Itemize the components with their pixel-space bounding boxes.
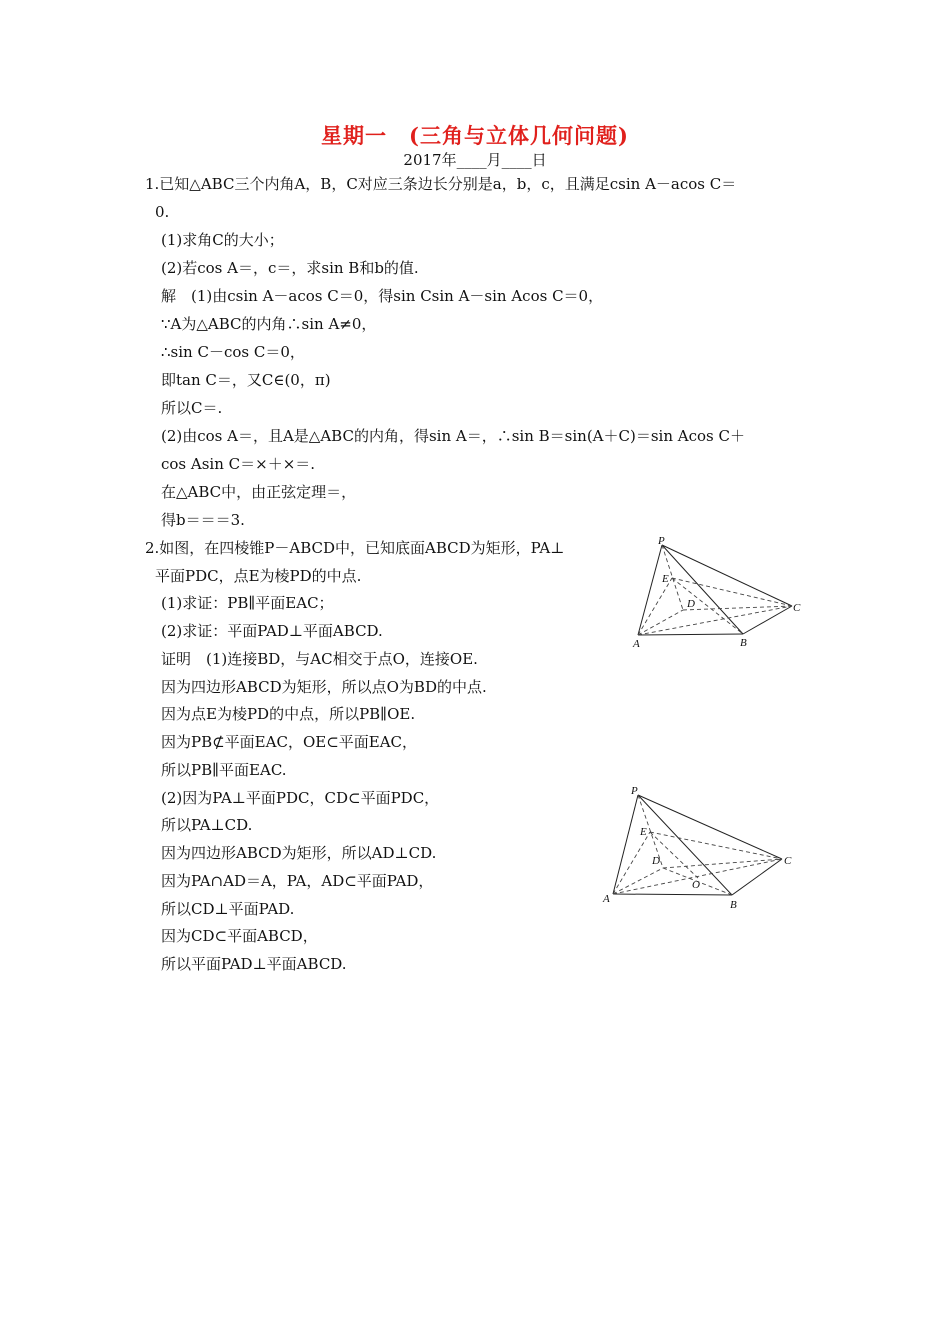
- fig2-label-o: O: [692, 879, 700, 891]
- p2-line-10: (2)因为PA⊥平面PDC，CD⊂平面PDC，: [161, 789, 440, 807]
- p1-line-2: 0.: [155, 203, 170, 221]
- fig2-label-e: E: [640, 826, 647, 838]
- pyramid-figure-1: [626, 536, 806, 654]
- fig2-label-a: A: [603, 893, 610, 905]
- p1-line-10: (2)由cos A＝，且A是△ABC的内角，得sin A＝，∴sin B＝sin(A＋C)＝sin Acos C＋: [161, 427, 745, 445]
- p1-line-6: ∵A为△ABC的内角∴sin A≠0，: [161, 315, 377, 333]
- p2-line-4: (2)求证：平面PAD⊥平面ABCD.: [161, 622, 383, 640]
- p1-line-5: 解 (1)由csin A－acos C＝0，得sin Csin A－sin Acos C＝0，: [161, 287, 604, 305]
- fig1-label-c: C: [793, 602, 801, 614]
- fig2-label-c: C: [784, 855, 792, 867]
- p2-line-11: 所以PA⊥CD.: [161, 816, 253, 834]
- p2-line-16: 所以平面PAD⊥平面ABCD.: [161, 955, 347, 973]
- fig1-label-d: D: [687, 598, 695, 610]
- p2-line-2: 平面PDC，点E为棱PD的中点.: [155, 567, 362, 585]
- fig1-label-b: B: [740, 637, 747, 649]
- p2-line-12: 因为四边形ABCD为矩形，所以AD⊥CD.: [161, 844, 437, 862]
- p1-line-12: 在△ABC中，由正弦定理＝，: [161, 483, 357, 501]
- page-title: 星期一 (三角与立体几何问题): [321, 123, 629, 148]
- fig1-label-a: A: [633, 638, 640, 650]
- p1-line-9: 所以C＝.: [161, 399, 223, 417]
- p2-line-8: 因为PB⊄平面EAC，OE⊂平面EAC，: [161, 733, 418, 751]
- p2-line-1: 2.如图，在四棱锥P－ABCD中，已知底面ABCD为矩形，PA⊥: [145, 539, 565, 557]
- p2-line-14: 所以CD⊥平面PAD.: [161, 900, 295, 918]
- fig2-label-p: P: [631, 785, 638, 797]
- p2-line-13: 因为PA∩AD＝A，PA，AD⊂平面PAD，: [161, 872, 434, 890]
- p1-line-3: (1)求角C的大小；: [161, 231, 284, 249]
- p1-line-1: 1.已知△ABC三个内角A，B，C对应三条边长分别是a，b，c，且满足csin A－acos C＝: [145, 175, 737, 193]
- date-line: 2017年____月____日: [403, 151, 547, 169]
- p2-line-9: 所以PB∥平面EAC.: [161, 761, 287, 779]
- p1-line-4: (2)若cos A＝，c＝，求sin B和b的值.: [161, 259, 419, 277]
- pyramid-figure-2: [598, 782, 808, 910]
- p2-line-3: (1)求证：PB∥平面EAC；: [161, 594, 334, 612]
- p2-line-7: 因为点E为棱PD的中点，所以PB∥OE.: [161, 705, 416, 723]
- p1-line-8: 即tan C＝，又C∈(0，π): [161, 371, 331, 389]
- p1-line-13: 得b＝＝＝3.: [161, 511, 245, 529]
- p1-line-7: ∴sin C－cos C＝0，: [161, 343, 305, 361]
- fig2-label-d: D: [652, 855, 660, 867]
- p1-line-11: cos Asin C＝×＋×＝.: [161, 455, 316, 473]
- p2-line-5: 证明 (1)连接BD，与AC相交于点O，连接OE.: [161, 650, 478, 668]
- p2-line-15: 因为CD⊂平面ABCD，: [161, 927, 318, 945]
- fig2-label-b: B: [730, 899, 737, 910]
- fig1-label-p: P: [658, 536, 665, 547]
- fig1-label-e: E: [662, 573, 669, 585]
- p2-line-6: 因为四边形ABCD为矩形，所以点O为BD的中点.: [161, 678, 487, 696]
